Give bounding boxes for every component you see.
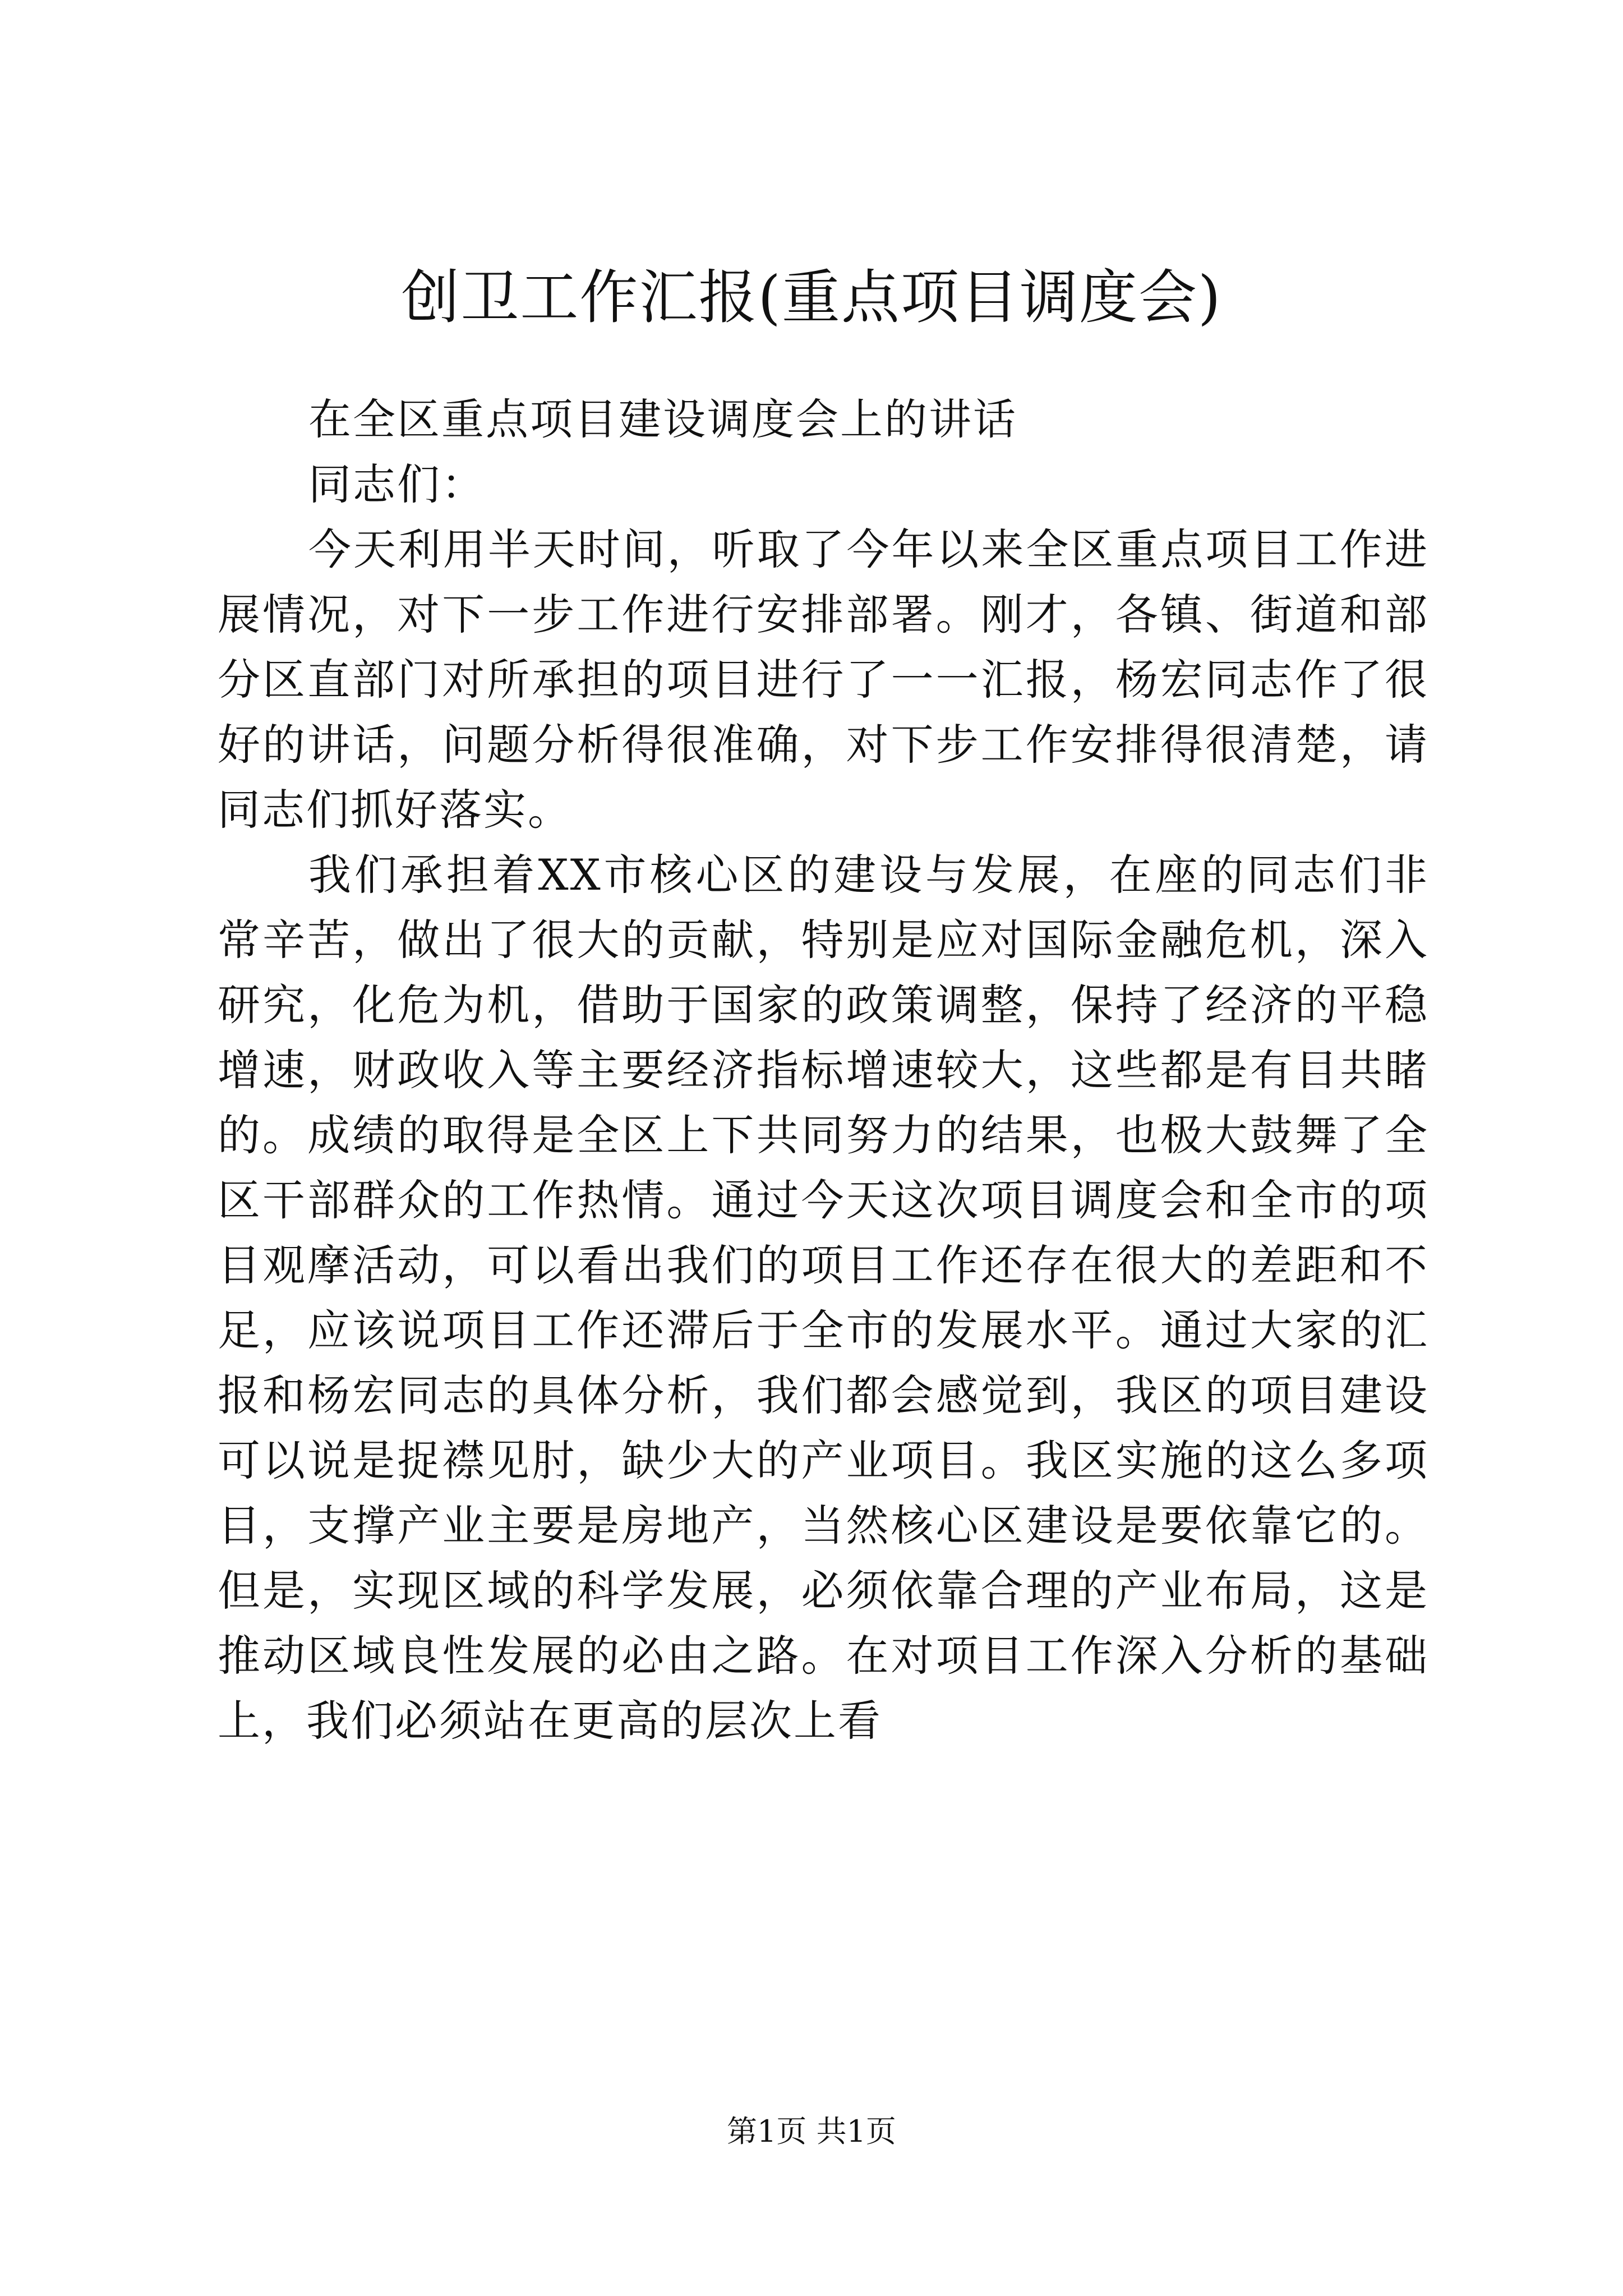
document-title: 创卫工作汇报(重点项目调度会) — [401, 263, 1222, 332]
salutation: 同志们： — [308, 459, 486, 509]
speech-heading: 在全区重点项目建设调度会上的讲话 — [308, 394, 1017, 444]
body-paragraph: 今天利用半天时间，听取了今年以来全区重点项目工作进展情况，对下一步工作进行安排部署。刚才，各镇、街道和部分区直部门对所承担的项目进行了一一汇报，杨宏同志作了很好的讲话，问题分析得很准确，对下步工作安排得很清楚，请同志们抓好落实。 — [218, 524, 1429, 835]
document-body — [218, 387, 1429, 1754]
body-paragraph: 我们承担着XX市核心区的建设与发展，在座的同志们非常辛苦，做出了很大的贡献，特别是应对国际金融危机，深入研究，化危为机，借助于国家的政策调整，保持了经济的平稳增速，财政收入等主要经济指标增速较大，这些都是有目共睹的。成绩的取得是全区上下共同努力的结果，也极大鼓舞了全区干部群众的工作热情。通过今天这次项目调度会和全市的项目观摩活动，可以看出我们的项目工作还存在很大的差距和不足，应该说项目工作还滞后于全市的发展水平。通过大家的汇报和杨宏同志的具体分析，我们都会感觉到，我区的项目建设可以说是捉襟见肘，缺少大的产业项目。我区实施的这么多项目，支撑产业主要是房地产，当然核心区建设是要依靠它的。但是，实现区域的科学发展，必须依靠合理的产业布局，这是推动区域良性发展的必由之路。在对项目工作深入分析的基础上，我们必须站在更高的层次上看 — [218, 850, 1429, 1746]
page-footer: 第1页 共1页 — [727, 2114, 896, 2149]
